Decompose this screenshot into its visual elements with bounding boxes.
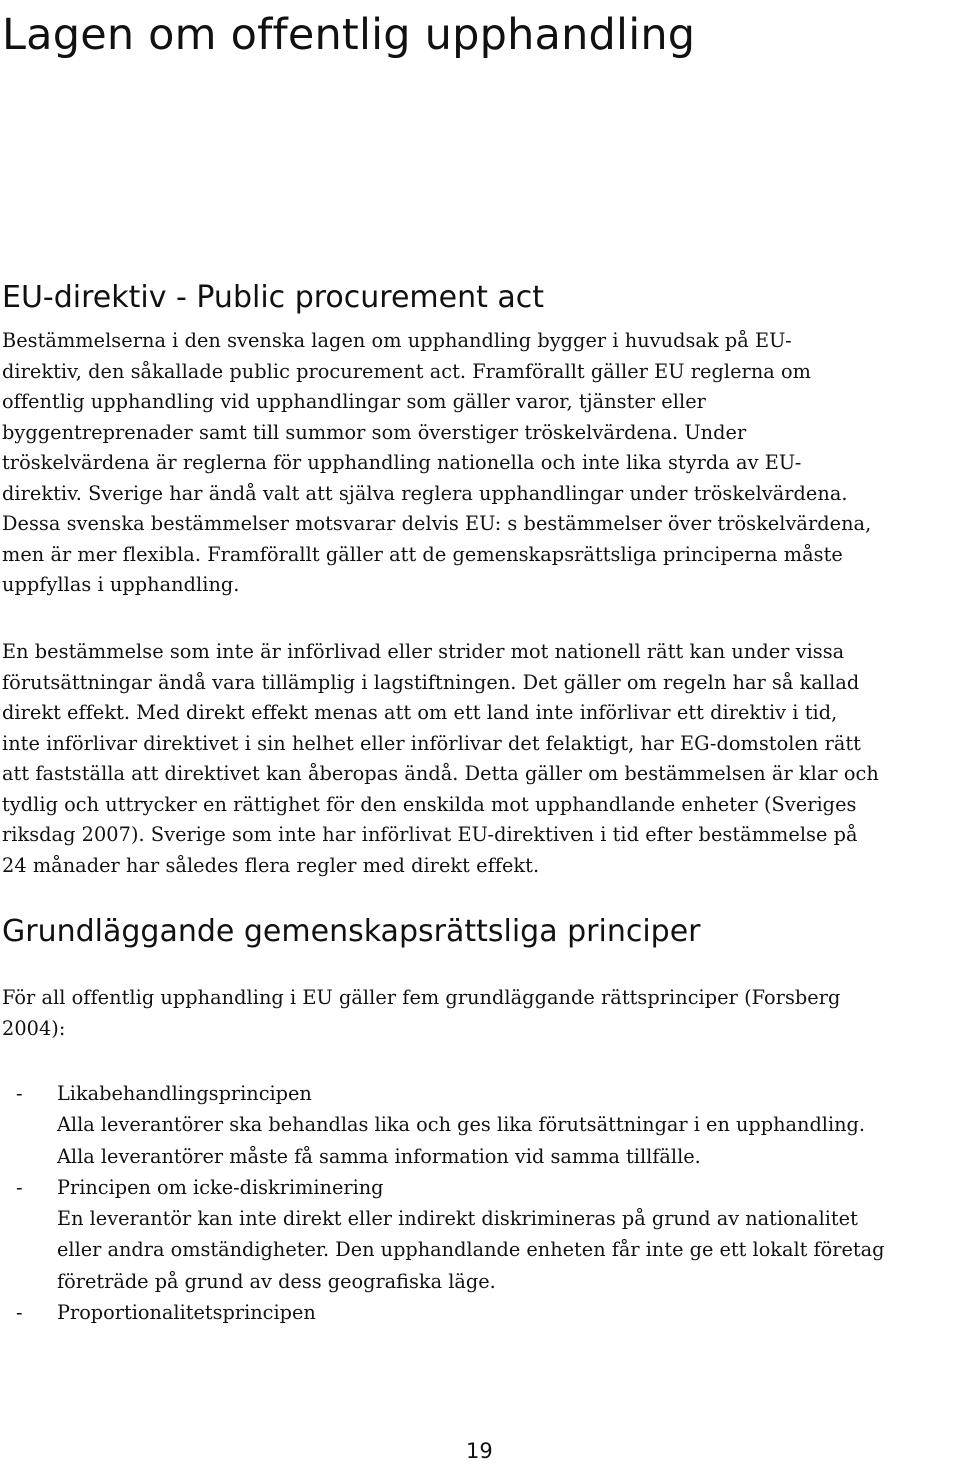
text-line: Dessa svenska bestämmelser motsvarar delvis EU: s bestämmelser över tröskelvärdena, [2, 512, 872, 535]
text-line: Bestämmelserna i den svenska lagen om upphandling bygger i huvudsak på EU- [2, 329, 792, 352]
paragraph-direct-effect [2, 637, 957, 881]
list-dash: - [16, 1301, 23, 1325]
paragraph-principles-intro [2, 983, 957, 1044]
principle-description-line: En leverantör kan inte direkt eller indirekt diskrimineras på grund av nationalitet [57, 1207, 858, 1231]
paragraph-eu-directive [2, 326, 957, 601]
text-line: För all offentlig upphandling i EU gäller fem grundläggande rättsprinciper (Forsberg [2, 986, 841, 1009]
text-line: att fastställa att direktivet kan åberopas ändå. Detta gäller om bestämmelsen är klar och [2, 762, 879, 785]
section-heading-principles: Grundläggande gemenskapsrättsliga principer [2, 914, 701, 949]
principle-description-line: Alla leverantörer ska behandlas lika och ges lika förutsättningar i en upphandling. [57, 1113, 866, 1137]
text-line: offentlig upphandling vid upphandlingar som gäller varor, tjänster eller [2, 390, 706, 413]
text-line: byggentreprenader samt till summor som överstiger tröskelvärdena. Under [2, 420, 747, 444]
text-line: riksdag 2007). Sverige som inte har införlivat EU-direktiven i tid efter bestämmelse på [2, 823, 858, 846]
text-line: tröskelvärdena är reglerna för upphandling nationella och inte lika styrda av EU- [2, 451, 802, 474]
text-line: direktiv, den såkallade public procurement act. Framförallt gäller EU reglerna om [2, 359, 812, 383]
principle-title: Likabehandlingsprincipen [57, 1082, 312, 1105]
text-line: förutsättningar ändå vara tillämplig i lagstiftningen. Det gäller om regeln har så kallad [2, 670, 860, 694]
principle-title: Principen om icke-diskriminering [57, 1175, 384, 1199]
text-line: direktiv. Sverige har ändå valt att själva reglera upphandlingar under tröskelvärdena. [2, 481, 848, 505]
principle-description-line: Alla leverantörer måste få samma information vid samma tillfälle. [57, 1144, 701, 1168]
list-dash: - [16, 1175, 23, 1199]
text-line: direkt effekt. Med direkt effekt menas att om ett land inte införlivar ett direktiv i tid, [2, 701, 838, 724]
text-line: inte införlivar direktivet i sin helhet eller införlivar det felaktigt, har EG-domstolen rätt [2, 731, 861, 755]
section-heading-eu-directive: EU-direktiv - Public procurement act [2, 280, 545, 315]
text-line: En bestämmelse som inte är införlivad eller strider mot nationell rätt kan under vissa [2, 640, 845, 663]
list-item [2, 1172, 960, 1297]
principle-description-line: företräde på grund av dess geografiska läge. [57, 1269, 496, 1293]
list-item [2, 1297, 960, 1328]
text-line: men är mer flexibla. Framförallt gäller att de gemenskapsrättsliga principerna måste [2, 542, 843, 566]
text-line: tydlig och uttrycker en rättighet för den enskilda mot upphandlande enheter (Sveriges [2, 792, 857, 816]
list-dash: - [16, 1082, 23, 1105]
list-item [2, 1078, 960, 1172]
text-line: 2004): [2, 1016, 66, 1040]
document-title: Lagen om offentlig upphandling [2, 10, 696, 60]
text-line: uppfyllas i upphandling. [2, 573, 240, 596]
principle-title: Proportionalitetsprincipen [57, 1301, 316, 1325]
principle-description-line: eller andra omständigheter. Den upphandlande enheten får inte ge ett lokalt företag [57, 1238, 885, 1262]
page-number: 19 [466, 1439, 493, 1463]
principles-list [2, 1078, 960, 1328]
text-line: 24 månader har således flera regler med direkt effekt. [2, 853, 540, 877]
